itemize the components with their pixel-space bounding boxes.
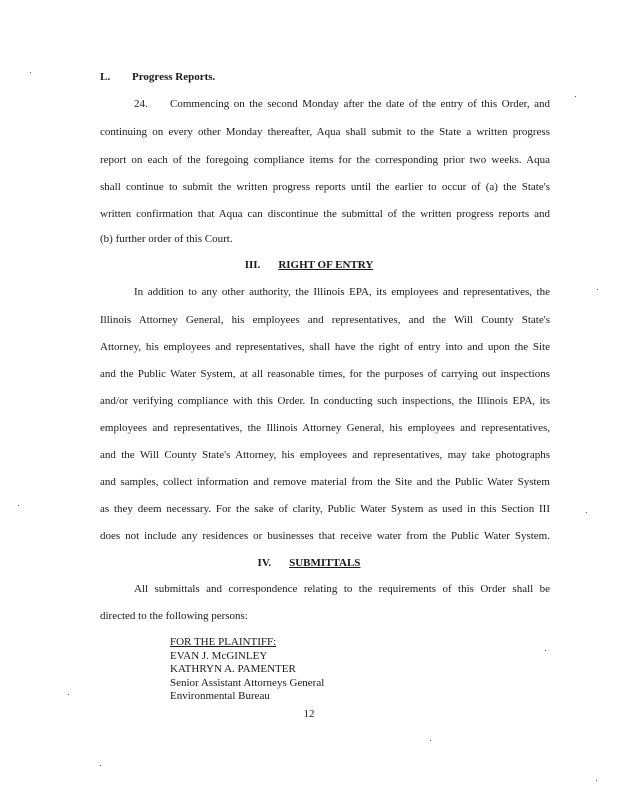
- scan-speck: [30, 72, 31, 73]
- para24-line: written confirmation that Aqua can discontinue the submittal of the written progress reports and: [100, 208, 550, 220]
- section-iii-line: and samples, collect information and remove material from the Site and the Public Water System: [100, 476, 550, 488]
- para24-line: continuing on every other Monday thereafter, Aqua shall submit to the State a written progress: [100, 126, 550, 138]
- section-l-title: Progress Reports.: [132, 71, 216, 83]
- section-iii-number: III.: [244, 259, 261, 271]
- contact-name: KATHRYN A. PAMENTER: [170, 663, 296, 675]
- section-iii-line: Attorney, his employees and representatives, shall have the right of entry into and upon the Site: [100, 341, 550, 353]
- section-l-letter: L.: [100, 71, 111, 83]
- scan-speck: [575, 96, 576, 97]
- section-iii-line: employees and representatives, the Illinois Attorney General, his employees and representatives,: [100, 422, 550, 434]
- scan-speck: [597, 289, 598, 290]
- section-iii-line: In addition to any other authority, the Illinois EPA, its employees and representatives, the: [134, 286, 550, 298]
- scan-speck: [100, 765, 101, 766]
- contact-name: EVAN J. McGINLEY: [170, 649, 268, 662]
- contact-heading: FOR THE PLAINTIFF:: [170, 636, 277, 648]
- scan-speck: [586, 512, 587, 513]
- para24-line: 24. Commencing on the second Monday after the date of the entry of this Order, and: [134, 98, 550, 110]
- scan-speck: [68, 694, 69, 695]
- para24-line: (b) further order of this Court.: [100, 233, 233, 245]
- section-iii-heading: [0, 258, 618, 272]
- section-iii-line: Illinois Attorney General, his employees and representatives, and the Will County State's: [100, 314, 550, 326]
- para24-line: shall continue to submit the written progress reports until the earlier to occur of (a) the State's: [100, 181, 550, 193]
- section-iv-title: SUBMITTALS: [289, 557, 361, 569]
- scan-speck: [18, 505, 19, 506]
- para24-number: 24.: [134, 98, 148, 110]
- scan-speck: [430, 740, 431, 741]
- section-iii-line: as they deem necessary. For the sake of clarity, Public Water System as used in this Section III: [100, 503, 550, 515]
- section-iii-line: and/or verifying compliance with this Order. In conducting such inspections, the Illinois EPA, its: [100, 395, 550, 407]
- section-iii-line: and the Will County State's Attorney, his employees and representatives, may take photographs: [100, 449, 550, 461]
- para24-line: report on each of the foregoing compliance items for the corresponding prior two weeks. Aqua: [100, 154, 550, 166]
- scan-speck: [596, 780, 597, 781]
- section-iv-number: IV.: [257, 557, 272, 569]
- page-number: 12: [303, 708, 315, 720]
- section-iii-title: RIGHT OF ENTRY: [278, 259, 374, 271]
- section-iv-line: directed to the following persons:: [100, 610, 248, 622]
- contact-title: Senior Assistant Attorneys General: [170, 676, 325, 689]
- section-l-heading: [100, 70, 215, 84]
- contact-block: [170, 636, 324, 704]
- section-iii-line: does not include any residences or businesses that receive water from the Public Water System.: [100, 530, 550, 542]
- section-iii-line: and the Public Water System, at all reasonable times, for the purposes of carrying out inspections: [100, 368, 550, 380]
- contact-bureau: Environmental Bureau: [170, 690, 270, 702]
- scan-speck: [545, 650, 546, 651]
- section-iv-line: All submittals and correspondence relating to the requirements of this Order shall be: [134, 583, 550, 595]
- section-iv-heading: [0, 556, 618, 570]
